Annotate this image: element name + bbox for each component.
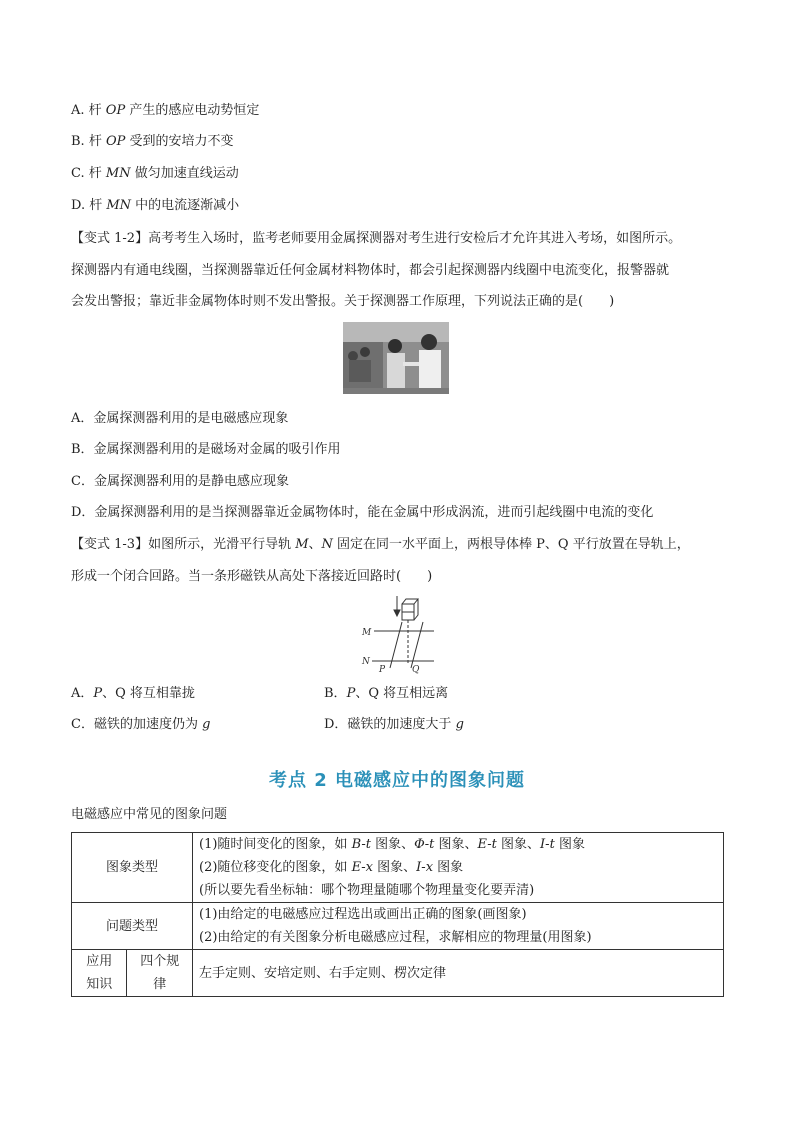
row3-header: 应用 知识 [72,950,127,997]
down-arrow-icon [394,610,400,616]
row3-subheader: 四个规 律 [127,950,193,997]
variant-1-2-line3: 会发出警报；靠近非金属物体时则不发出警报。关于探测器工作原理，下列说法正确的是( ) [71,294,615,309]
label-n: N [362,657,370,667]
variant-1-3-option-d: D．磁铁的加速度大于 g [324,717,464,732]
option-c: C. 杆 MN 做匀加速直线运动 [71,166,239,181]
variant-1-2-option-a: A．金属探测器利用的是电磁感应现象 [71,411,289,426]
row1-header: 图象类型 [72,833,193,903]
rails-magnet-diagram [356,592,440,676]
variant-1-3-line1: 【变式 1-3】如图所示，光滑平行导轨 M、N 固定在同一水平面上，两根导体棒 P、Q 平行放置在导轨上， [71,537,690,552]
table-row [72,903,724,950]
row2-line2: (2)由给定的有关图象分析电磁感应过程，求解相应的物理量(用图象) [199,930,592,945]
label-p: P [379,665,386,675]
row2-line1: (1)由给定的电磁感应过程选出或画出正确的图象(画图象) [199,907,527,922]
row1-content [193,833,724,903]
label-q: Q [412,665,420,675]
metal-detector-photo [343,322,449,394]
option-a: A. 杆 OP 产生的感应电动势恒定 [71,103,260,118]
table-row [72,833,724,903]
label-m: M [362,628,372,638]
row2-header: 问题类型 [72,903,193,950]
variant-1-2-option-b: B．金属探测器利用的是磁场对金属的吸引作用 [71,442,341,457]
table-row [72,950,724,997]
row1-line1: (1)随时间变化的图象，如 B-t 图象、Φ-t 图象、E-t 图象、I-t 图象 [199,837,585,852]
knowledge-table [71,832,724,997]
variant-1-2-line2: 探测器内有通电线圈，当探测器靠近任何金属材料物体时，都会引起探测器内线圈中电流变化，报警器就 [71,263,670,278]
variant-1-3-option-a: A．P、Q 将互相靠拢 [71,686,195,701]
variant-1-3-option-b: B．P、Q 将互相远离 [324,686,449,701]
option-b: B. 杆 OP 受到的安培力不变 [71,134,234,149]
row2-content [193,903,724,950]
row1-line2: (2)随位移变化的图象，如 E-x 图象、I-x 图象 [199,860,464,875]
variant-1-3-line2: 形成一个闭合回路。当一条形磁铁从高处下落接近回路时( ) [71,569,433,584]
variant-1-2-line1: 【变式 1-2】高考考生入场时，监考老师要用金属探测器对考生进行安检后才允许其进入考场，如图所示。 [71,231,682,246]
variant-1-2-option-c: C．金属探测器利用的是静电感应现象 [71,474,289,489]
metal-detector-photo-graphic [343,322,449,394]
variant-1-3-option-c: C．磁铁的加速度仍为 g [71,717,211,732]
section-heading: 考点 2 电磁感应中的图象问题 [268,770,526,791]
row3-content: 左手定则、安培定则、右手定则、楞次定律 [193,950,724,997]
row1-line3: (所以要先看坐标轴：哪个物理量随哪个物理量变化要弄清) [199,883,535,898]
option-d: D. 杆 MN 中的电流逐渐减小 [71,198,240,213]
variant-1-2-option-d: D．金属探测器利用的是当探测器靠近金属物体时，能在金属中形成涡流，进而引起线圈中电流的变化 [71,505,654,520]
section-intro: 电磁感应中常见的图象问题 [71,807,228,822]
